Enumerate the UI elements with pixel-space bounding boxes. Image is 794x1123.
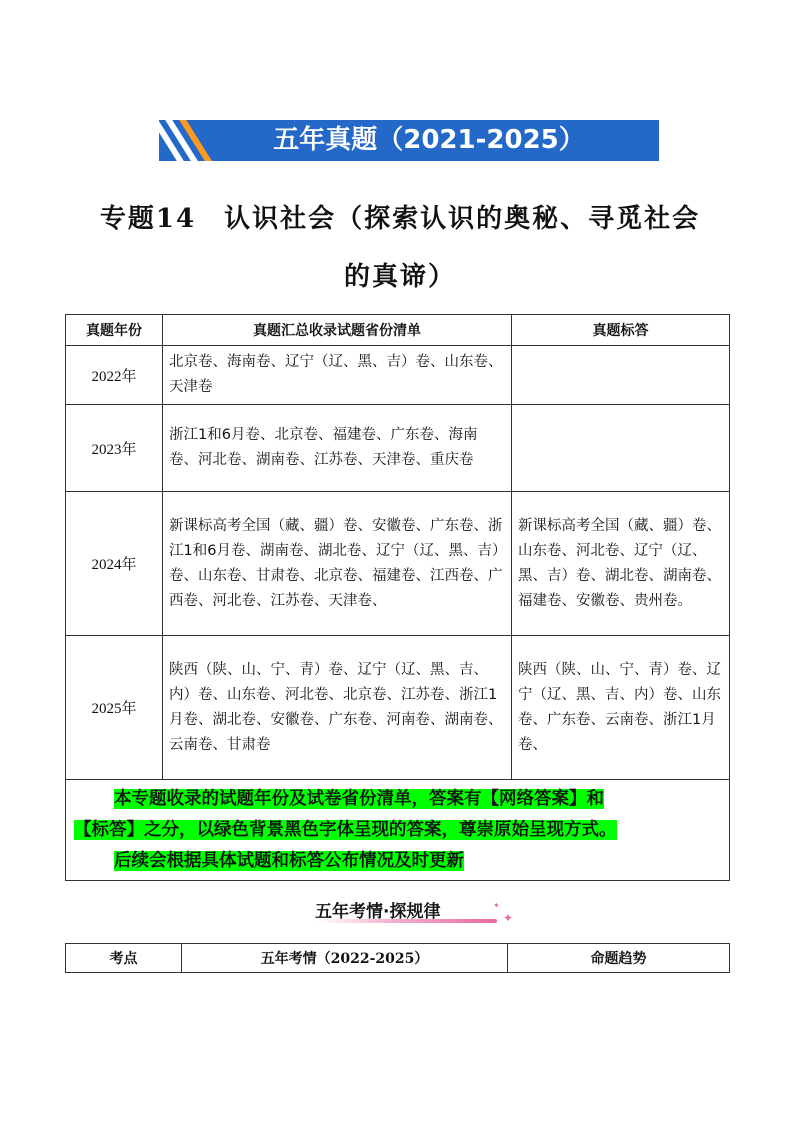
answer-cell [512, 346, 730, 405]
notice-text [74, 784, 721, 877]
table-row [66, 346, 730, 405]
table-row [66, 405, 730, 492]
exam-list-table [65, 314, 730, 881]
notice-line3: 后续会根据具体试题和标答公布情况及时更新 [114, 850, 464, 871]
year-cell: 2025年 [66, 636, 163, 780]
province-list-cell: 新课标高考全国（藏、疆）卷、安徽卷、广东卷、浙江1和6月卷、湖南卷、湖北卷、辽宁（辽、黑、吉）卷、山东卷、甘肃卷、北京卷、福建卷、江西卷、广西卷、河北卷、江苏卷、天津卷、 [163, 492, 512, 636]
notice-cell [66, 780, 730, 881]
topic-title-line1: 专题14 认识社会（探索认识的奥秘、寻觅社会 [99, 204, 701, 234]
notice-row [66, 780, 730, 881]
header-trend: 命题趋势 [508, 944, 730, 973]
year-cell: 2023年 [66, 405, 163, 492]
answer-cell: 新课标高考全国（藏、疆）卷、山东卷、河北卷、辽宁（辽、黑、吉）卷、湖北卷、湖南卷、福建卷、安徽卷、贵州卷。 [512, 492, 730, 636]
topic-title-line2: 的真谛） [343, 262, 456, 292]
section-heading [315, 897, 514, 925]
sparkle-icon: ✦ [503, 911, 514, 925]
section-title: 五年考情·探规律 [315, 902, 441, 922]
table-row [66, 636, 730, 780]
notice-line2: 【标答】之分，以绿色背景黑色字体呈现的答案，尊崇原始呈现方式。 [74, 819, 617, 840]
notice-line1: 本专题收录的试题年份及试卷省份清单，答案有【网络答案】和 [114, 788, 604, 809]
table-header-row [66, 315, 730, 346]
province-list-cell: 陕西（陕、山、宁、青）卷、辽宁（辽、黑、吉、内）卷、山东卷、河北卷、北京卷、江苏卷、浙江1月卷、湖北卷、安徽卷、广东卷、河南卷、湖南卷、云南卷、甘肃卷 [163, 636, 512, 780]
table-header-row [66, 944, 730, 973]
header-province-list: 真题汇总收录试题省份清单 [163, 315, 512, 346]
header-five-year-situation: 五年考情（2022-2025） [182, 944, 508, 973]
title-banner [159, 120, 659, 161]
province-list-cell: 浙江1和6月卷、北京卷、福建卷、广东卷、海南卷、河北卷、湖南卷、江苏卷、天津卷、重庆卷 [163, 405, 512, 492]
province-list-cell: 北京卷、海南卷、辽宁（辽、黑、吉）卷、山东卷、天津卷 [163, 346, 512, 405]
header-year: 真题年份 [66, 315, 163, 346]
sparkle-icon: ✦ [493, 901, 500, 910]
answer-cell [512, 405, 730, 492]
header-exam-point: 考点 [66, 944, 182, 973]
table-row [66, 492, 730, 636]
banner-title: 五年真题（2021-2025） [273, 125, 585, 155]
answer-cell: 陕西（陕、山、宁、青）卷、辽宁（辽、黑、吉、内）卷、山东卷、广东卷、云南卷、浙江1月卷、 [512, 636, 730, 780]
year-cell: 2022年 [66, 346, 163, 405]
exam-trend-table [65, 943, 730, 973]
year-cell: 2024年 [66, 492, 163, 636]
header-standard-answer: 真题标答 [512, 315, 730, 346]
